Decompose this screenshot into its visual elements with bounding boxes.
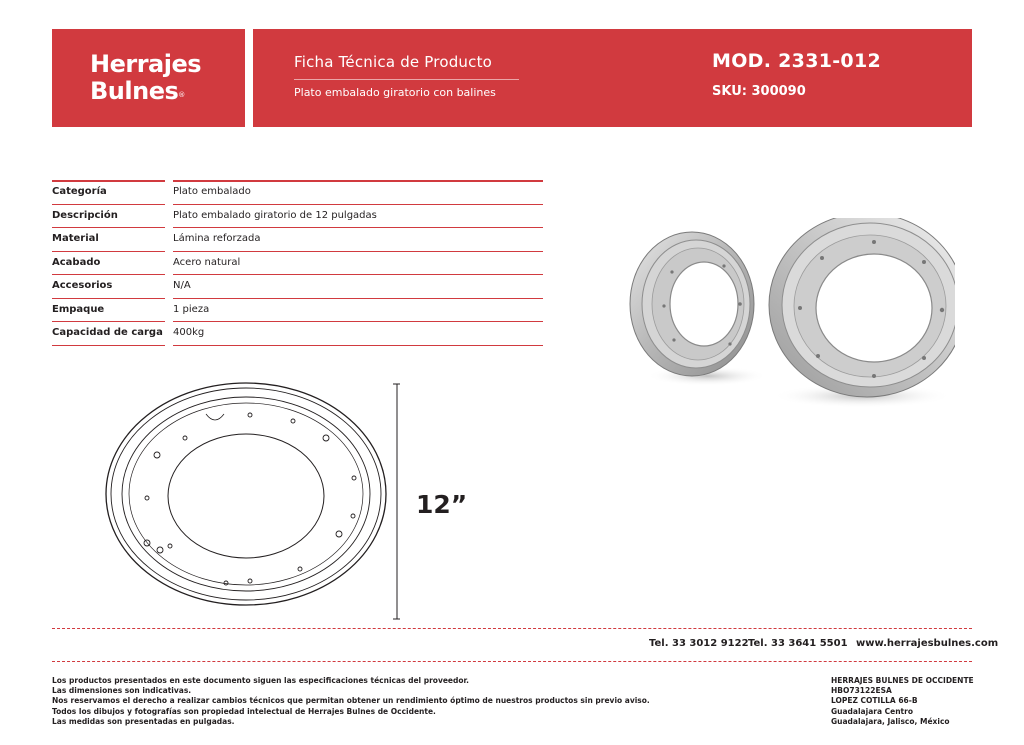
specs-table — [52, 180, 543, 345]
spec-label: Capacidad de carga — [52, 327, 163, 338]
model-number: MOD. 2331-012 — [712, 50, 881, 72]
disclaimer-line: Todos los dibujos y fotografías son propiedad intelectual de Herrajes Bulnes de Occidente. — [52, 706, 436, 716]
disclaimer-line: Nos reservamos el derecho a realizar cambios técnicos que permitan obtener un rendimiento óptimo de nuestros productos sin previo aviso. — [52, 696, 650, 706]
spec-label: Categoría — [52, 186, 107, 197]
spec-value: 1 pieza — [173, 303, 210, 315]
product-photo — [612, 218, 955, 416]
sku-number: SKU: 300090 — [712, 84, 806, 99]
spec-value: N/A — [173, 280, 191, 291]
disclaimer-line: Las dimensiones son indicativas. — [52, 686, 192, 696]
registered-mark: ® — [178, 91, 185, 99]
spec-row — [52, 251, 543, 275]
logo-line1: Herrajes — [90, 50, 202, 78]
company-name: HERRAJES BULNES DE OCCIDENTE — [831, 676, 974, 685]
disclaimer-line: Las medidas son presentadas en pulgadas. — [52, 716, 235, 726]
disclaimer-line: Los productos presentados en este documento siguen las especificaciones técnicas del proveedor. — [52, 676, 470, 685]
spec-row — [52, 227, 543, 251]
spec-value: Plato embalado — [173, 186, 251, 197]
logo-line2: Bulnes — [90, 77, 179, 105]
small-plate — [630, 232, 754, 376]
contact-bottom-rule — [52, 661, 972, 662]
spec-label: Descripción — [52, 209, 118, 221]
specs-bottom-rule — [52, 345, 543, 347]
spec-row — [52, 204, 543, 228]
disclaimer-notes — [52, 676, 650, 727]
spec-label: Material — [52, 233, 99, 244]
spec-label: Acabado — [52, 256, 101, 268]
company-tax-id: HBO73122ESA — [831, 686, 892, 696]
spec-value: 400kg — [173, 327, 205, 338]
document-title: Ficha Técnica de Producto — [294, 53, 493, 71]
spec-label: Empaque — [52, 303, 105, 315]
spec-row — [52, 274, 543, 298]
contact-top-rule — [52, 628, 972, 629]
title-divider — [294, 79, 519, 80]
brand-logo — [90, 51, 201, 109]
spec-value: Lámina reforzada — [173, 233, 261, 244]
website-link[interactable]: www.herrajesbulnes.com — [856, 638, 999, 649]
technical-drawing — [100, 378, 400, 623]
spec-value: Plato embalado giratorio de 12 pulgadas — [173, 209, 377, 221]
company-street: LOPEZ COTILLA 66-B — [831, 696, 918, 706]
phone-2: Tel. 33 3641 5501 — [748, 638, 848, 649]
spec-value: Acero natural — [173, 256, 241, 268]
company-info — [831, 676, 974, 727]
spec-row — [52, 321, 543, 345]
dimension-label: 12” — [416, 490, 468, 519]
product-subtitle: Plato embalado giratorio con balines — [294, 86, 496, 99]
spec-row — [52, 298, 543, 322]
spec-row — [52, 180, 543, 204]
spec-label: Accesorios — [52, 280, 113, 291]
logo-block — [52, 29, 245, 127]
company-district: Guadalajara Centro — [831, 706, 913, 716]
company-city: Guadalajara, Jalisco, México — [831, 716, 950, 726]
phone-1: Tel. 33 3012 9122 — [649, 638, 749, 649]
header-banner — [253, 29, 972, 127]
